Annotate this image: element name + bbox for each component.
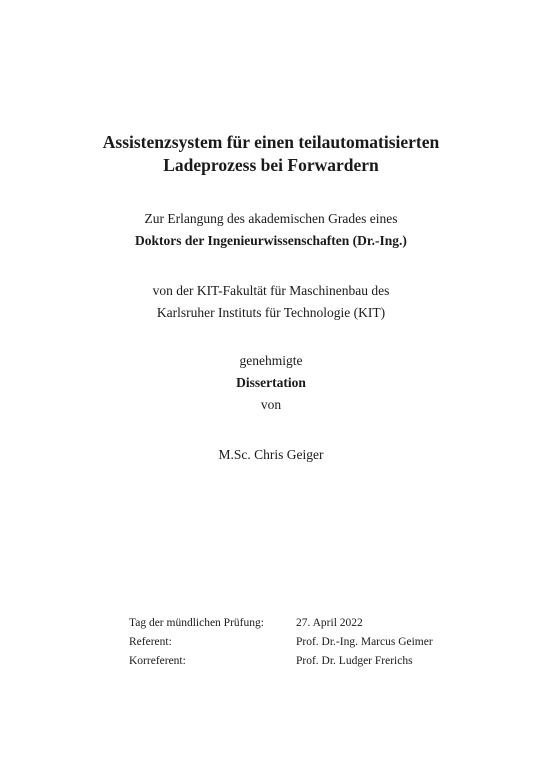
exam-date-label: Tag der mündlichen Prüfung:	[129, 617, 264, 629]
faculty-statement	[0, 280, 542, 324]
exam-row-referent	[129, 633, 433, 652]
exam-row-korreferent	[129, 652, 433, 671]
dissertation-title	[0, 131, 542, 177]
approval-statement	[0, 350, 542, 416]
korreferent-label: Korreferent:	[129, 655, 186, 667]
exam-details-table	[129, 614, 433, 671]
degree-line-1: Zur Erlangung des akademischen Grades eines	[144, 211, 398, 226]
degree-statement	[0, 208, 542, 252]
approval-line-1: genehmigte	[239, 353, 303, 368]
exam-row-date	[129, 614, 433, 633]
approval-line-2: Dissertation	[236, 375, 306, 390]
referent-label: Referent:	[129, 636, 172, 648]
title-line-2: Ladeprozess bei Forwardern	[163, 155, 379, 175]
faculty-line-2: Karlsruher Instituts für Technologie (KIT)	[156, 305, 386, 320]
approval-line-3: von	[260, 397, 282, 412]
faculty-line-1: von der KIT-Fakultät für Maschinenbau des	[152, 283, 390, 298]
korreferent-value: Prof. Dr. Ludger Frerichs	[296, 655, 413, 667]
author-name: M.Sc. Chris Geiger	[218, 447, 324, 462]
degree-line-2: Doktors der Ingenieurwissenschaften (Dr.-Ing.)	[135, 233, 407, 248]
referent-value: Prof. Dr.-Ing. Marcus Geimer	[296, 636, 433, 648]
exam-date-value: 27. April 2022	[296, 617, 363, 629]
title-line-1: Assistenzsystem für einen teilautomatisierten	[102, 132, 440, 152]
